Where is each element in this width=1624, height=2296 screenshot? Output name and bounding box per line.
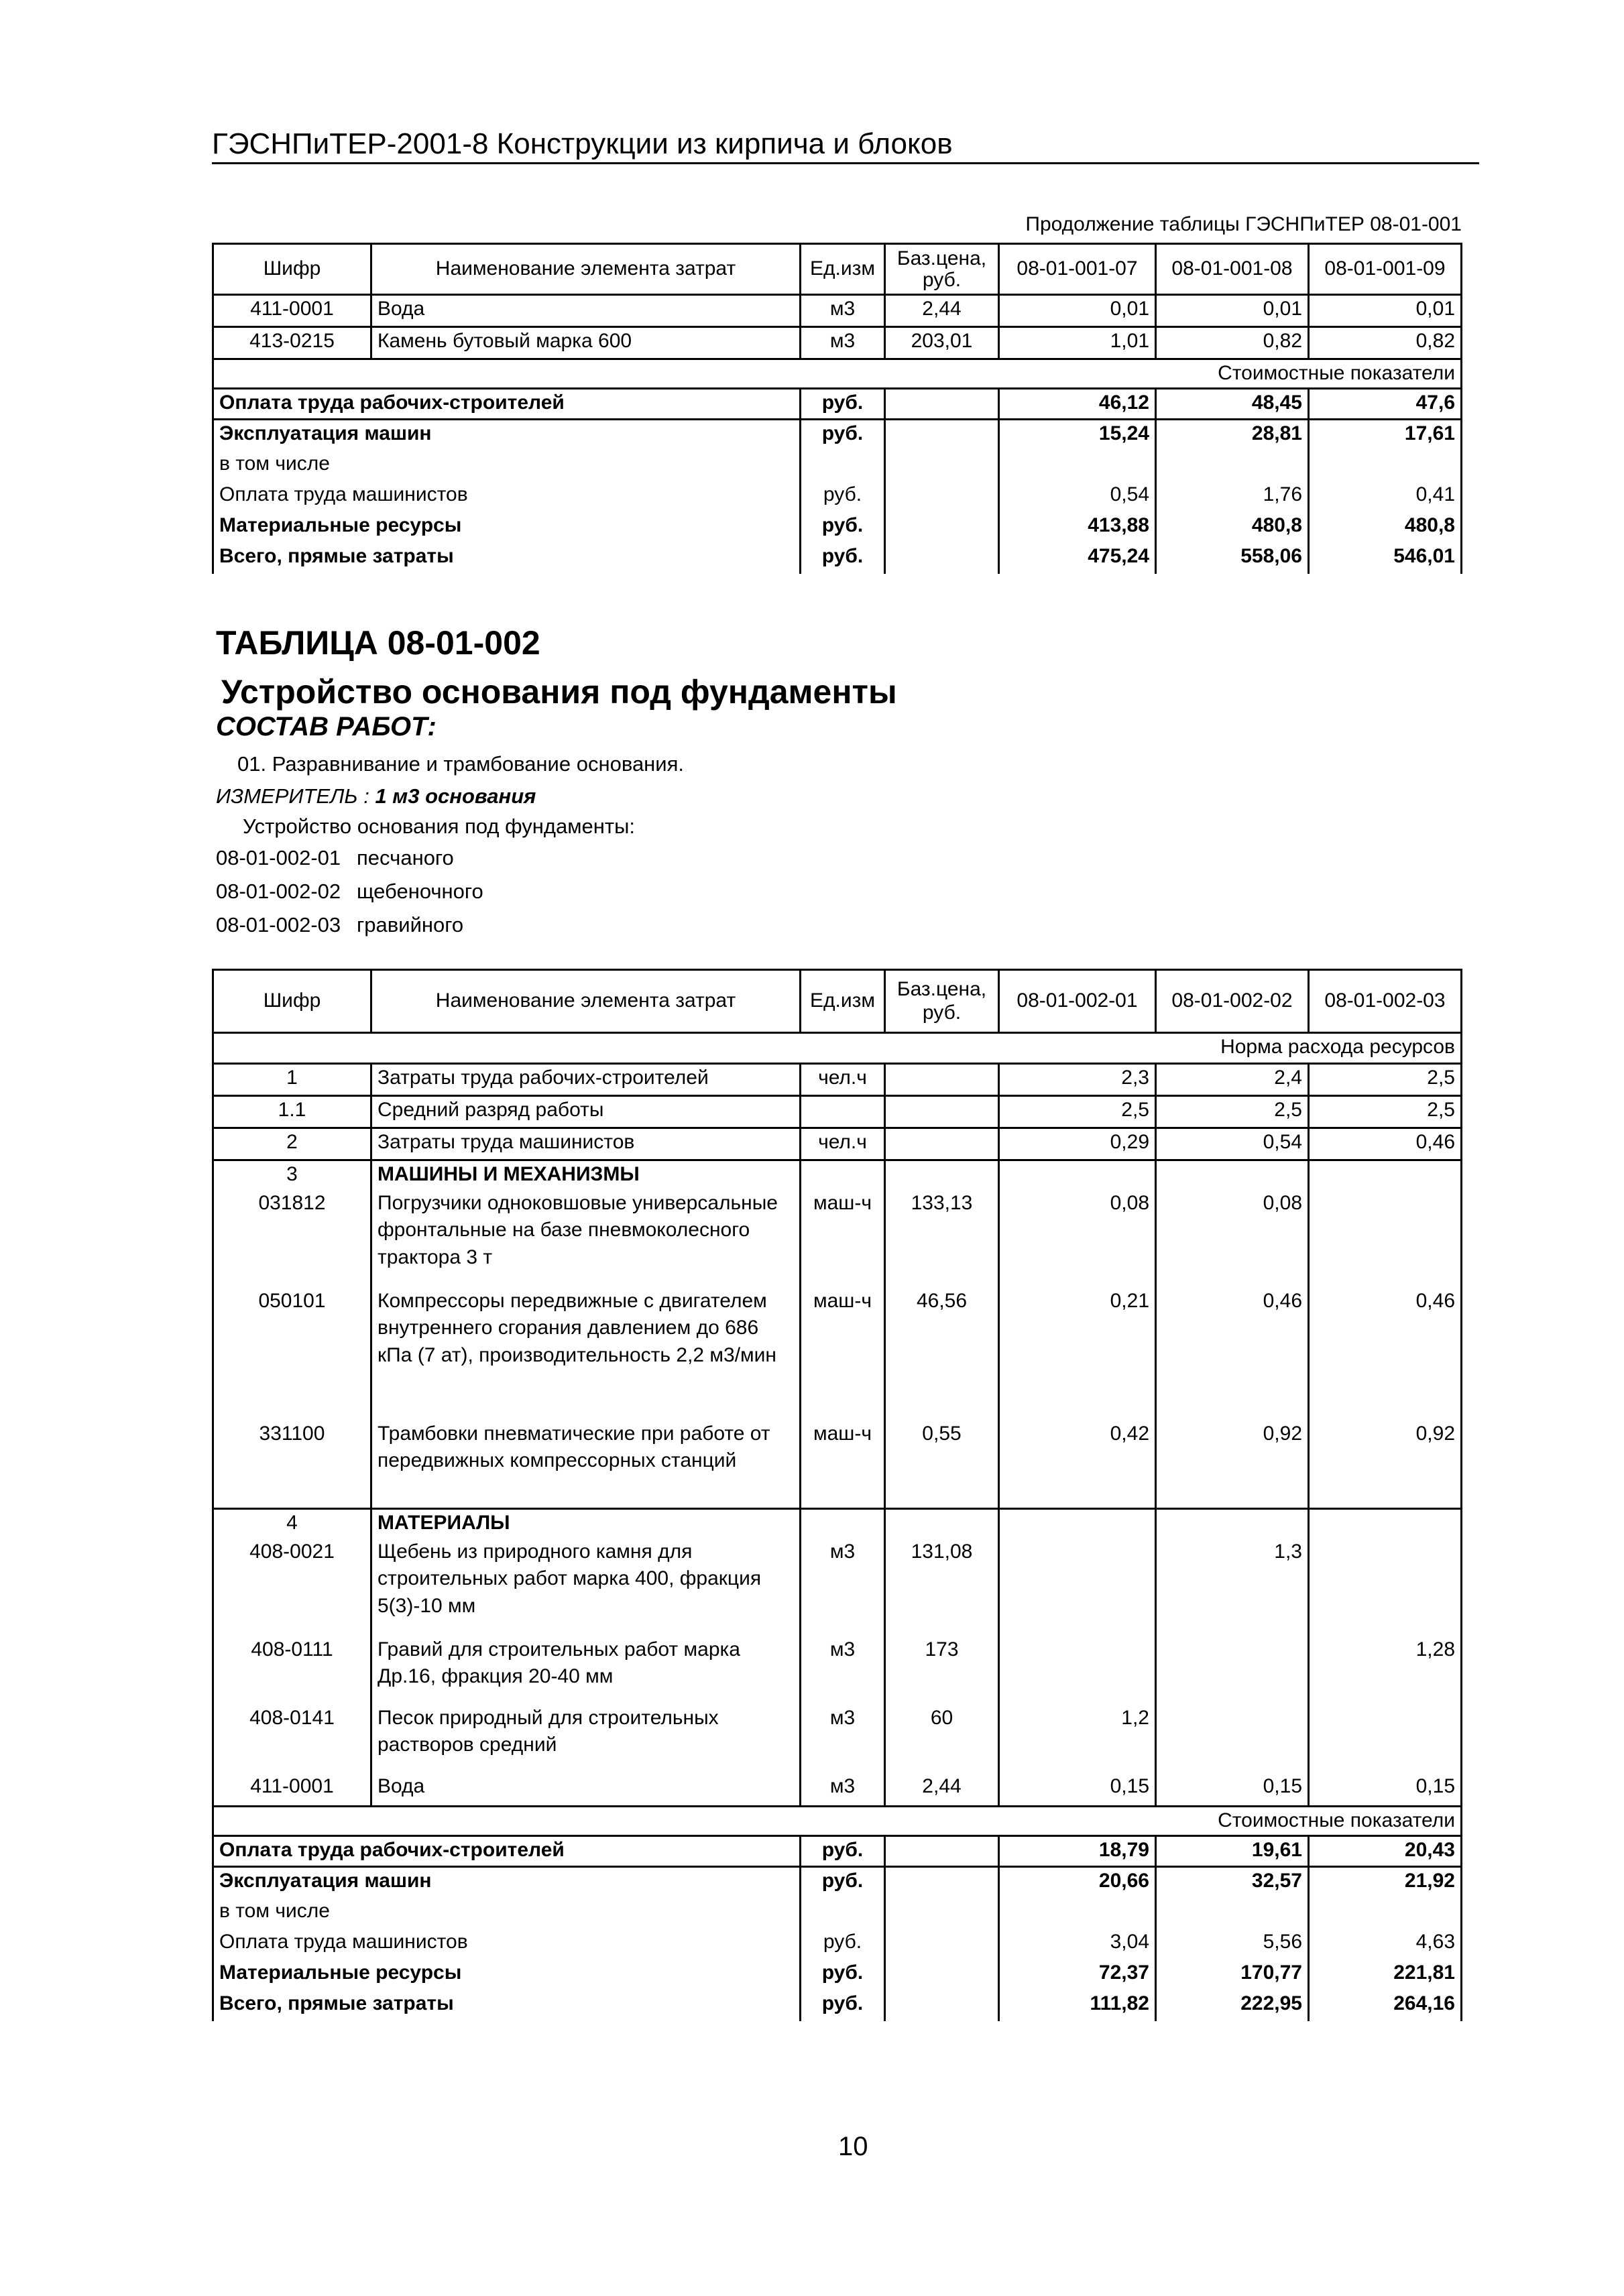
cost-row-value-1: 15,24: [999, 420, 1156, 450]
cost-row-price: [885, 543, 999, 574]
col-header-name: Наименование элемента затрат: [371, 244, 801, 295]
cost-row-value-3: 221,81: [1309, 1959, 1462, 1990]
row-name: Затраты труда рабочих-строителей: [371, 1064, 801, 1096]
cost-row-value-1: 18,79: [999, 1836, 1156, 1867]
cost-row-price: [885, 450, 999, 481]
cost-row-unit: руб.: [801, 1867, 885, 1898]
col-header-price: Баз.цена, руб.: [885, 244, 999, 295]
row-value-2: 0,15: [1156, 1773, 1309, 1807]
empty-cell: [801, 1509, 885, 1538]
cost-row: [213, 1867, 1462, 1898]
materials-heading-row: [213, 1509, 1462, 1538]
empty-cell: [885, 1160, 999, 1190]
cost-row: [213, 1898, 1462, 1929]
cost-row-unit: руб.: [801, 1959, 885, 1990]
cost-row-unit: [801, 1898, 885, 1929]
cost-row-unit: руб.: [801, 420, 885, 450]
empty-cell: [1156, 1509, 1309, 1538]
cost-row-value-3: 264,16: [1309, 1990, 1462, 2021]
cost-row: [213, 420, 1462, 450]
table-header-row: [213, 244, 1462, 295]
cost-row-value-1: 0,54: [999, 481, 1156, 512]
cost-row-unit: руб.: [801, 1990, 885, 2021]
row-price: 60: [885, 1705, 999, 1773]
cost-row-name: Материальные ресурсы: [213, 512, 801, 543]
cost-row-price: [885, 1990, 999, 2021]
cost-row-value-1: 111,82: [999, 1990, 1156, 2021]
cost-row: [213, 450, 1462, 481]
col-header-price: Баз.цена, руб.: [885, 970, 999, 1033]
row-name: Трамбовки пневматические при работе от передвижных компрессорных станций: [371, 1421, 801, 1509]
cost-row-value-3: 20,43: [1309, 1836, 1462, 1867]
cost-row-price: [885, 1959, 999, 1990]
row-unit: чел.ч: [801, 1128, 885, 1160]
row-value-2: 0,08: [1156, 1190, 1309, 1288]
cost-row-price: [885, 481, 999, 512]
row-unit: маш-ч: [801, 1288, 885, 1421]
cost-row-value-2: 480,8: [1156, 512, 1309, 543]
row-name: Гравий для строительных работ марка Др.16, фракция 20-40 мм: [371, 1636, 801, 1705]
cost-row-price: [885, 420, 999, 450]
cost-row-value-2: 48,45: [1156, 389, 1309, 420]
cost-row-value-3: 0,41: [1309, 481, 1462, 512]
row-value-2: 2,4: [1156, 1064, 1309, 1096]
table-row: [213, 1538, 1462, 1636]
col-header-variant-3: 08-01-001-09: [1309, 244, 1462, 295]
cost-row-price: [885, 1836, 999, 1867]
row-unit: м3: [801, 1538, 885, 1636]
cost-row-unit: руб.: [801, 512, 885, 543]
row-value-3: 1,28: [1309, 1636, 1462, 1705]
row-unit: м3: [801, 327, 885, 359]
table-continuation-caption: Продолжение таблицы ГЭСНПиТЕР 08-01-001: [1025, 213, 1462, 235]
row-value-2: 0,82: [1156, 327, 1309, 359]
section-label: Стоимостные показатели: [213, 359, 1462, 389]
row-code: 331100: [213, 1421, 371, 1509]
cost-row-value-3: 480,8: [1309, 512, 1462, 543]
row-name: Погрузчики одноковшовые универсальные фронтальные на базе пневмоколесного трактора 3 т: [371, 1190, 801, 1288]
code-list-label: песчаного: [357, 846, 454, 869]
row-name: Вода: [371, 295, 801, 327]
row-value-1: 0,29: [999, 1128, 1156, 1160]
row-price: 131,08: [885, 1538, 999, 1636]
row-value-2: 2,5: [1156, 1096, 1309, 1128]
code-list-code: 08-01-002-01: [216, 846, 341, 869]
row-name: Песок природный для строительных растворов средний: [371, 1705, 801, 1773]
section-number: 4: [213, 1509, 371, 1538]
section-number: 3: [213, 1160, 371, 1190]
cost-row-value-3: [1309, 1898, 1462, 1929]
row-code: 411-0001: [213, 295, 371, 327]
table-row: [213, 1705, 1462, 1773]
table-row: [213, 295, 1462, 327]
row-unit: маш-ч: [801, 1190, 885, 1288]
measure-label: ИЗМЕРИТЕЛЬ :: [216, 784, 369, 808]
cost-row: [213, 1959, 1462, 1990]
cost-row-value-2: 558,06: [1156, 543, 1309, 574]
cost-row-value-2: 222,95: [1156, 1990, 1309, 2021]
code-list-code: 08-01-002-02: [216, 880, 341, 903]
row-code: 050101: [213, 1288, 371, 1421]
cost-row-value-3: [1309, 450, 1462, 481]
table-title: ТАБЛИЦА 08-01-002: [216, 624, 540, 662]
table-row: [213, 1636, 1462, 1705]
row-name: Затраты труда машинистов: [371, 1128, 801, 1160]
row-value-2: 0,92: [1156, 1421, 1309, 1509]
cost-row-value-2: 19,61: [1156, 1836, 1309, 1867]
cost-row-value-2: [1156, 1898, 1309, 1929]
row-unit: м3: [801, 1636, 885, 1705]
cost-row: [213, 1990, 1462, 2021]
resource-table-08-01-002: [212, 969, 1462, 2021]
cost-row-unit: руб.: [801, 1836, 885, 1867]
row-price: 46,56: [885, 1288, 999, 1421]
cost-row-name: Оплата труда рабочих-строителей: [213, 389, 801, 420]
cost-row-value-3: 4,63: [1309, 1929, 1462, 1959]
page-number: 10: [838, 2132, 868, 2161]
col-header-name: Наименование элемента затрат: [371, 970, 801, 1033]
row-unit: м3: [801, 295, 885, 327]
empty-cell: [885, 1509, 999, 1538]
row-value-1: 0,42: [999, 1421, 1156, 1509]
empty-cell: [801, 1160, 885, 1190]
measure-line: [216, 784, 536, 808]
col-header-variant-1: 08-01-001-07: [999, 244, 1156, 295]
row-value-2: [1156, 1705, 1309, 1773]
cost-row-name: Эксплуатация машин: [213, 1867, 801, 1898]
row-value-3: 2,5: [1309, 1064, 1462, 1096]
row-name: Щебень из природного камня для строительных работ марка 400, фракция 5(3)-10 мм: [371, 1538, 801, 1636]
cost-row: [213, 512, 1462, 543]
cost-row-name: Всего, прямые затраты: [213, 543, 801, 574]
cost-row-name: Оплата труда машинистов: [213, 481, 801, 512]
cost-row-value-3: 17,61: [1309, 420, 1462, 450]
cost-row-unit: руб.: [801, 1929, 885, 1959]
cost-row-price: [885, 389, 999, 420]
row-code: 408-0141: [213, 1705, 371, 1773]
row-value-1: 0,01: [999, 295, 1156, 327]
norm-label-row: [213, 1033, 1462, 1064]
code-list-label: гравийного: [357, 913, 464, 936]
row-price: 133,13: [885, 1190, 999, 1288]
row-name: Средний разряд работы: [371, 1096, 801, 1128]
row-unit: маш-ч: [801, 1421, 885, 1509]
cost-row-value-1: 475,24: [999, 543, 1156, 574]
empty-cell: [999, 1509, 1156, 1538]
cost-row-value-2: 5,56: [1156, 1929, 1309, 1959]
row-price: 2,44: [885, 295, 999, 327]
row-code: 413-0215: [213, 327, 371, 359]
table-row: [213, 1064, 1462, 1096]
row-value-1: 1,2: [999, 1705, 1156, 1773]
cost-row-value-2: 32,57: [1156, 1867, 1309, 1898]
row-value-2: [1156, 1636, 1309, 1705]
section-label: Стоимостные показатели: [213, 1807, 1462, 1836]
row-code: 1.1: [213, 1096, 371, 1128]
table-row: [213, 1421, 1462, 1509]
col-header-unit: Ед.изм: [801, 970, 885, 1033]
cost-row-name: Эксплуатация машин: [213, 420, 801, 450]
cost-row-value-1: 72,37: [999, 1959, 1156, 1990]
cost-row-value-3: 47,6: [1309, 389, 1462, 420]
table-row: [213, 1190, 1462, 1288]
cost-row-unit: [801, 450, 885, 481]
cost-row-value-3: 546,01: [1309, 543, 1462, 574]
row-value-2: 0,54: [1156, 1128, 1309, 1160]
col-header-variant-1: 08-01-002-01: [999, 970, 1156, 1033]
row-unit: м3: [801, 1773, 885, 1807]
col-header-code: Шифр: [213, 244, 371, 295]
row-name: Камень бутовый марка 600: [371, 327, 801, 359]
cost-row-value-1: [999, 1898, 1156, 1929]
cost-row-price: [885, 1867, 999, 1898]
table-subtitle: Устройство основания под фундаменты: [221, 673, 897, 711]
row-unit: [801, 1096, 885, 1128]
row-value-1: 0,08: [999, 1190, 1156, 1288]
row-value-1: 2,5: [999, 1096, 1156, 1128]
cost-row-value-2: 170,77: [1156, 1959, 1309, 1990]
row-value-3: 0,01: [1309, 295, 1462, 327]
cost-row-unit: руб.: [801, 389, 885, 420]
row-code: 408-0111: [213, 1636, 371, 1705]
row-price: 203,01: [885, 327, 999, 359]
code-list-label: щебеночного: [357, 880, 483, 903]
empty-cell: [1156, 1160, 1309, 1190]
col-header-unit: Ед.изм: [801, 244, 885, 295]
row-price: 173: [885, 1636, 999, 1705]
cost-row-name: Всего, прямые затраты: [213, 1990, 801, 2021]
empty-cell: [999, 1160, 1156, 1190]
row-unit: м3: [801, 1705, 885, 1773]
cost-row-value-1: 3,04: [999, 1929, 1156, 1959]
machines-heading-row: [213, 1160, 1462, 1190]
row-value-2: 1,3: [1156, 1538, 1309, 1636]
section-label-row: [213, 1807, 1462, 1836]
cost-row: [213, 389, 1462, 420]
row-value-3: 0,15: [1309, 1773, 1462, 1807]
table-row: [213, 327, 1462, 359]
code-list-code: 08-01-002-03: [216, 913, 341, 936]
cost-row-value-2: [1156, 450, 1309, 481]
work-item: 01. Разравнивание и трамбование основания.: [237, 752, 685, 776]
code-list-item: [216, 913, 483, 947]
row-value-1: [999, 1636, 1156, 1705]
cost-row-value-2: 28,81: [1156, 420, 1309, 450]
table-row: [213, 1288, 1462, 1421]
cost-row-name: Материальные ресурсы: [213, 1959, 801, 1990]
row-value-1: 0,21: [999, 1288, 1156, 1421]
cost-row-unit: руб.: [801, 481, 885, 512]
row-price: [885, 1096, 999, 1128]
cost-row-price: [885, 1898, 999, 1929]
row-price: [885, 1128, 999, 1160]
table-row: [213, 1128, 1462, 1160]
cost-row-name: Оплата труда машинистов: [213, 1929, 801, 1959]
row-value-3: [1309, 1538, 1462, 1636]
table-row: [213, 1773, 1462, 1807]
cost-row: [213, 543, 1462, 574]
resource-table-08-01-001: [212, 243, 1462, 574]
cost-row-price: [885, 512, 999, 543]
row-value-3: 0,92: [1309, 1421, 1462, 1509]
code-list: [216, 846, 483, 947]
cost-row-value-1: 20,66: [999, 1867, 1156, 1898]
table-header-row: [213, 970, 1462, 1033]
row-price: 0,55: [885, 1421, 999, 1509]
row-value-2: 0,01: [1156, 295, 1309, 327]
row-value-3: [1309, 1705, 1462, 1773]
cost-row-value-1: 46,12: [999, 389, 1156, 420]
cost-row-value-1: [999, 450, 1156, 481]
row-value-3: 0,82: [1309, 327, 1462, 359]
row-name: Вода: [371, 1773, 801, 1807]
code-list-item: [216, 880, 483, 913]
row-value-3: 0,46: [1309, 1128, 1462, 1160]
row-code: 031812: [213, 1190, 371, 1288]
row-value-3: 0,46: [1309, 1288, 1462, 1421]
row-price: [885, 1064, 999, 1096]
row-value-3: 2,5: [1309, 1096, 1462, 1128]
row-code: 2: [213, 1128, 371, 1160]
row-value-1: 0,15: [999, 1773, 1156, 1807]
measure-value: 1 м3 основания: [375, 784, 536, 808]
cost-row-unit: руб.: [801, 543, 885, 574]
row-value-3: [1309, 1190, 1462, 1288]
cost-row: [213, 1929, 1462, 1959]
norm-label: Норма расхода ресурсов: [213, 1033, 1462, 1064]
col-header-variant-2: 08-01-001-08: [1156, 244, 1309, 295]
section-label-row: [213, 359, 1462, 389]
row-code: 408-0021: [213, 1538, 371, 1636]
page-header: ГЭСНПиТЕР-2001-8 Конструкции из кирпича и блоков: [212, 127, 1479, 164]
cost-row-name: в том числе: [213, 450, 801, 481]
col-header-code: Шифр: [213, 970, 371, 1033]
cost-row-price: [885, 1929, 999, 1959]
cost-row-value-3: 21,92: [1309, 1867, 1462, 1898]
row-price: 2,44: [885, 1773, 999, 1807]
cost-row-value-2: 1,76: [1156, 481, 1309, 512]
cost-row-value-1: 413,88: [999, 512, 1156, 543]
code-list-item: [216, 846, 483, 880]
cost-row: [213, 1836, 1462, 1867]
works-heading: СОСТАВ РАБОТ:: [216, 712, 437, 741]
row-unit: чел.ч: [801, 1064, 885, 1096]
section-heading: МАТЕРИАЛЫ: [371, 1509, 801, 1538]
cost-row: [213, 481, 1462, 512]
section-heading: МАШИНЫ И МЕХАНИЗМЫ: [371, 1160, 801, 1190]
empty-cell: [1309, 1509, 1462, 1538]
row-code: 411-0001: [213, 1773, 371, 1807]
empty-cell: [1309, 1160, 1462, 1190]
cost-row-name: Оплата труда рабочих-строителей: [213, 1836, 801, 1867]
intro-line: Устройство основания под фундаменты:: [243, 814, 636, 838]
row-value-1: 2,3: [999, 1064, 1156, 1096]
col-header-variant-2: 08-01-002-02: [1156, 970, 1309, 1033]
row-value-1: 1,01: [999, 327, 1156, 359]
row-value-1: [999, 1538, 1156, 1636]
row-name: Компрессоры передвижные с двигателем внутреннего сгорания давлением до 686 кПа (7 ат), производительность 2,2 м3/мин: [371, 1288, 801, 1421]
row-code: 1: [213, 1064, 371, 1096]
col-header-variant-3: 08-01-002-03: [1309, 970, 1462, 1033]
cost-row-name: в том числе: [213, 1898, 801, 1929]
table-row: [213, 1096, 1462, 1128]
row-value-2: 0,46: [1156, 1288, 1309, 1421]
